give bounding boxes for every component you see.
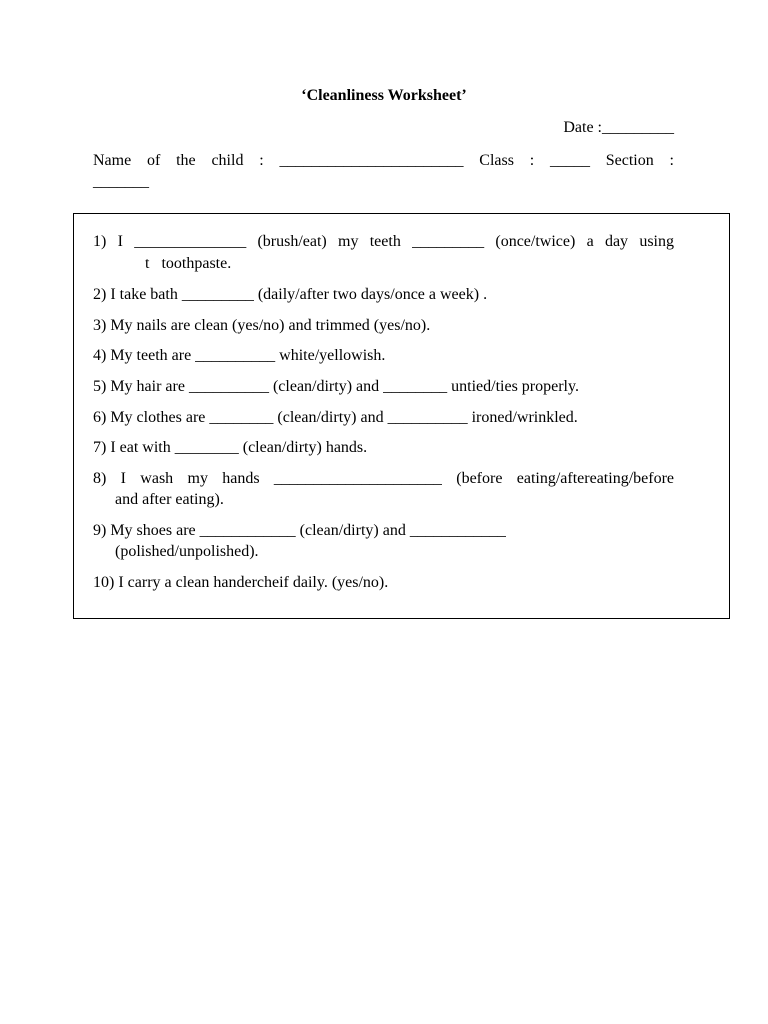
question-3: 3) My nails are clean (yes/no) and trimmed (yes/no). [93, 317, 431, 334]
question-7: 7) I eat with ________ (clean/dirty) hands. [93, 439, 368, 456]
date-field: Date :_________ [563, 119, 674, 136]
question-9-line-1: 9) My shoes are ____________ (clean/dirty) and ____________ [93, 522, 506, 539]
name-class-section-field: Name of the child : _______________________ Class : _____ Section : [93, 152, 674, 169]
question-1-line-2: t toothpaste. [145, 255, 232, 272]
question-4: 4) My teeth are __________ white/yellowish. [93, 347, 386, 364]
section-blank: _______ [93, 173, 149, 190]
question-6: 6) My clothes are ________ (clean/dirty) and __________ ironed/wrinkled. [93, 409, 578, 426]
question-9-line-2: (polished/unpolished). [115, 543, 259, 560]
question-5: 5) My hair are __________ (clean/dirty) and ________ untied/ties properly. [93, 378, 579, 395]
question-8-line-1: 8) I wash my hands _____________________ (before eating/aftereating/before [93, 470, 674, 487]
worksheet-title: ‘Cleanliness Worksheet’ [301, 87, 467, 104]
question-10: 10) I carry a clean handercheif daily. (yes/no). [93, 574, 389, 591]
question-2: 2) I take bath _________ (daily/after two days/once a week) . [93, 286, 488, 303]
question-8-line-2: and after eating). [115, 491, 224, 508]
question-1-line-1: 1) I ______________ (brush/eat) my teeth _________ (once/twice) a day using [93, 233, 674, 250]
